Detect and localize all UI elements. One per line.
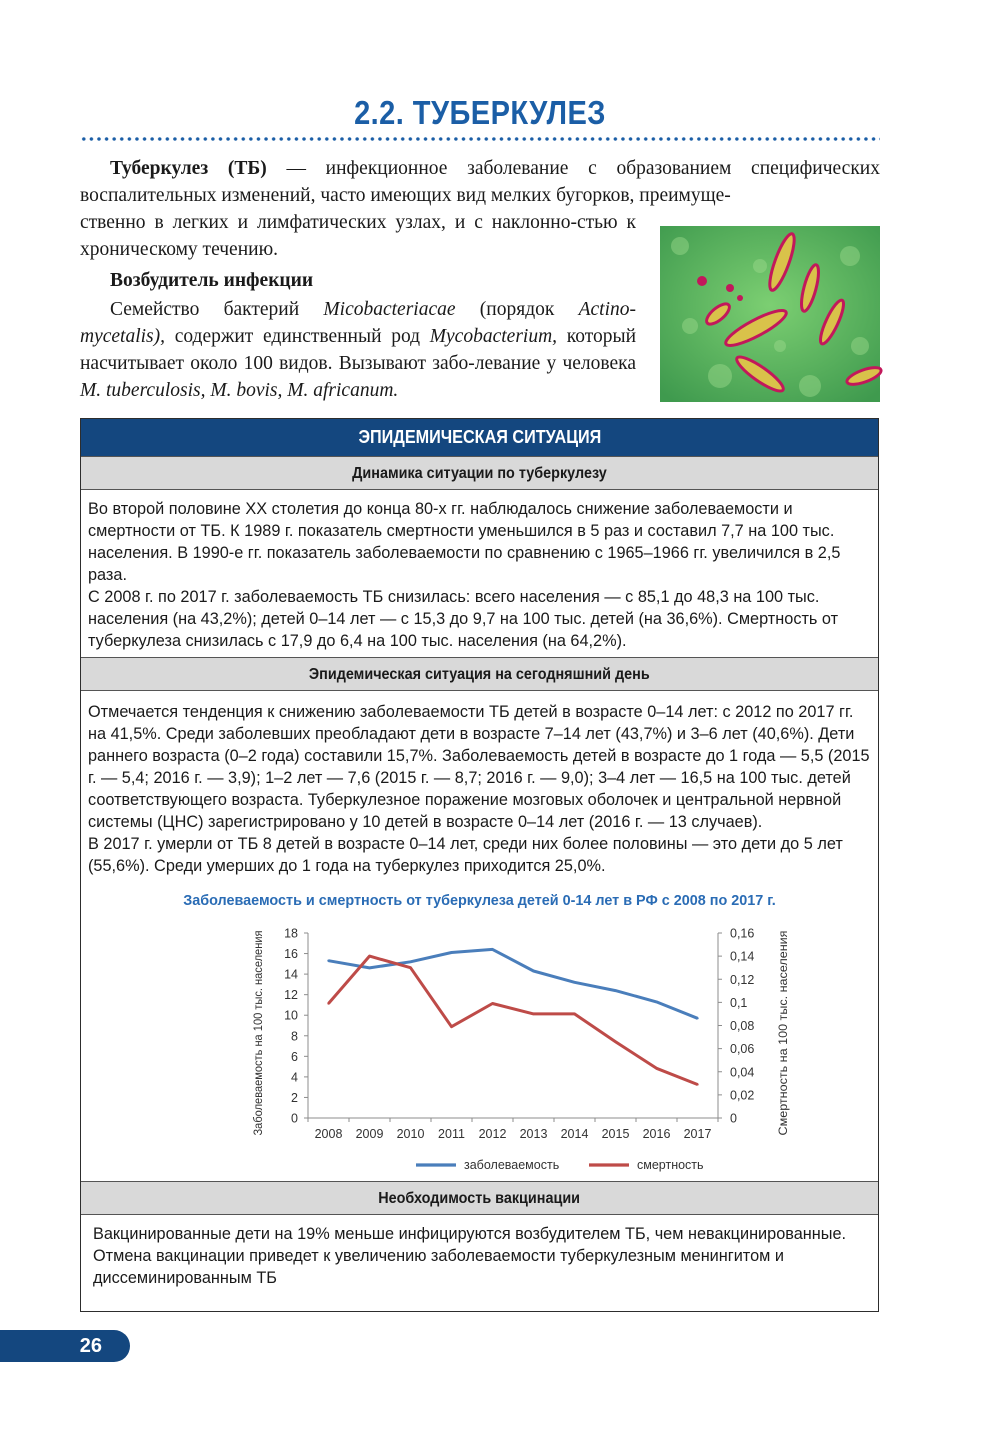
vaccination-paragraph-2: Отмена вакцинации приведет к увеличению заболеваемости туберкулезным менингитом и диссеминированным ТБ [93, 1247, 784, 1287]
y-axis-left-label: Заболеваемость на 100 тыс. населения [251, 913, 265, 1136]
x-tick-label: 2012 [478, 1127, 507, 1141]
right-tick-label: 0,06 [730, 1042, 755, 1057]
x-tick-label: 2008 [314, 1127, 343, 1141]
bacteria-micrograph [660, 226, 880, 402]
data-point [573, 1013, 575, 1015]
left-tick-label: 12 [284, 988, 298, 1003]
data-point [532, 1013, 534, 1015]
right-tick-label: 0,08 [730, 1019, 755, 1033]
section-today-heading: Эпидемическая ситуация на сегодняшний день [81, 657, 878, 691]
dynamics-paragraph-1: Во второй половине XX столетия до конца 80-х гг. наблюдалось снижение заболеваемости и смертности от ТБ. К 1989 г. показатель смертности уменьшился в 5 раз и составил 7,7 на 100 тыс. населения. В 1990-е гг. показатель заболеваемости по сравнению с 1965–1966 гг. увеличился в 2,5 раза. [88, 500, 841, 584]
data-point [327, 960, 329, 962]
data-point [491, 1002, 493, 1004]
tb-line-chart [231, 913, 790, 1183]
chart-title: Заболеваемость и смертность от туберкулеза детей 0-14 лет в РФ с 2008 по 2017 г. [183, 893, 776, 909]
right-tick-label: 0,12 [730, 972, 755, 987]
x-tick-label: 2013 [519, 1127, 548, 1141]
vaccination-paragraph-1: Вакцинированные дети на 19% меньше инфицируются возбудителем ТБ, чем невакцинированные. [93, 1225, 847, 1243]
section-dynamics-heading: Динамика ситуации по туберкулезу [81, 456, 878, 490]
data-point [327, 1002, 329, 1004]
left-tick-label: 2 [291, 1090, 298, 1105]
pathogen-text-2: (порядок [455, 299, 579, 320]
left-tick-label: 6 [291, 1049, 298, 1064]
legend-label: заболеваемость [464, 1158, 560, 1172]
pathogen-species: M. tuberculosis, M. bovis, M. africanum. [80, 380, 399, 401]
pathogen-text-3: содержит единственный род [165, 326, 430, 347]
data-point [696, 1017, 698, 1019]
right-tick-label: 0,02 [730, 1088, 755, 1103]
left-tick-label: 18 [284, 926, 298, 941]
dynamics-paragraph-2: С 2008 г. по 2017 г. заболеваемость ТБ снизилась: всего населения — с 85,1 до 48,3 на 100 тыс. населения (на 43,2%); детей 0–14 лет — с 15,3 до 9,7 на 100 тыс. детей (на 36,6%). Смертность от туберкулеза снизилась с 17,9 до 6,4 на 100 тыс. населения (на 64,2%). [88, 588, 839, 650]
pathogen-text-1: Семейство бактерий [110, 299, 324, 320]
data-point [614, 989, 616, 991]
legend-label: смертность [637, 1158, 704, 1172]
left-tick-label: 14 [284, 967, 298, 982]
series-line-mortality [329, 956, 698, 1084]
y-axis-right-label: Смертность на 100 тыс. населения [776, 939, 790, 1136]
x-tick-label: 2010 [396, 1127, 425, 1141]
left-tick-label: 8 [291, 1029, 298, 1044]
today-paragraph-1: Отмечается тенденция к снижению заболеваемости ТБ детей в возрасте 0–14 лет: с 2012 по 2017 гг. на 41,5%. Среди заболевших преобладают дети в возрасте 7–14 лет (43,7%) и 3–6 лет (40,6%). Дети раннего возраста (0–2 года) составили 15,7%. Заболеваемость детей в возрасте до 1 года — 5,5 (2015 г. — 5,4; 2016 г. — 3,9); 1–2 лет — 7,6 (2015 г. — 8,7; 2016 г. — 9,0); 3–4 лет — 16,5 на 100 тыс. детей соответствующего возраста. Туберкулезное поражение мозговых оболочек и центральной нервной системы (ЦНС) зарегистрировано у 10 детей в возрасте 0–14 лет (2016 г. — 13 случаев). [88, 703, 870, 831]
page-number: 26 [0, 1330, 130, 1362]
today-paragraph-2: В 2017 г. умерли от ТБ 8 детей в возрасте 0–14 лет, среди них более половины — это дети до 5 лет (55,6%). Среди умерших до 1 года на туберкулез приходится 25,0%. [88, 835, 843, 875]
epidemic-situation-table [80, 418, 879, 1312]
table-title: ЭПИДЕМИЧЕСКАЯ СИТУАЦИЯ [81, 419, 878, 456]
right-tick-label: 0,16 [730, 926, 755, 941]
section-dynamics-text [88, 498, 872, 652]
x-tick-label: 2015 [601, 1127, 630, 1141]
data-point [368, 955, 370, 957]
x-tick-label: 2009 [355, 1127, 384, 1141]
x-tick-label: 2014 [560, 1127, 589, 1141]
data-point [491, 948, 493, 950]
x-tick-label: 2011 [438, 1127, 465, 1141]
right-tick-label: 0,14 [730, 949, 755, 964]
data-point [573, 981, 575, 983]
left-tick-label: 4 [291, 1070, 298, 1085]
data-point [450, 1025, 452, 1027]
right-tick-label: 0,04 [730, 1065, 755, 1080]
data-point [614, 1040, 616, 1042]
data-point [532, 970, 534, 972]
right-tick-label: 0 [730, 1111, 737, 1126]
section-today-text [88, 701, 872, 877]
section-vaccination-text [93, 1223, 877, 1289]
pathogen-order: Actino-mycetalis), [80, 299, 636, 347]
pathogen-genus: Mycobacterium, [429, 326, 558, 347]
left-tick-label: 10 [284, 1008, 298, 1023]
left-tick-label: 0 [291, 1111, 298, 1126]
left-tick-label: 16 [284, 947, 298, 962]
intro-line1: — инфекционное заболевание с образованием специфических воспалительных изменений, часто имеющих вид мелких бугорков, преимуще- [80, 158, 880, 206]
dotted-divider [80, 136, 880, 142]
x-tick-label: 2017 [683, 1127, 712, 1141]
term-tb: Туберкулез (ТБ) [110, 158, 267, 179]
pathogen-family: Micobacteriacae [323, 299, 456, 320]
data-point [409, 966, 411, 968]
data-point [368, 967, 370, 969]
pathogen-text-4: который насчитывает около 100 видов. Вызывают забо-левание у человека [80, 326, 637, 374]
section-vaccination-heading: Необходимость вакцинации [81, 1181, 878, 1215]
data-point [655, 1001, 657, 1003]
pathogen-paragraph [80, 296, 636, 404]
intro-line2: ственно в легких и лимфатических узлах, и с наклонно-стью к хроническому течению. [80, 212, 636, 260]
right-tick-label: 0,1 [730, 995, 748, 1010]
data-point [450, 951, 452, 953]
data-point [696, 1083, 698, 1085]
data-point [409, 961, 411, 963]
x-tick-label: 2016 [642, 1127, 671, 1141]
pathogen-heading: Возбудитель инфекции [110, 270, 314, 291]
data-point [655, 1067, 657, 1069]
page-title: 2.2. ТУБЕРКУЛЕЗ [354, 94, 606, 131]
